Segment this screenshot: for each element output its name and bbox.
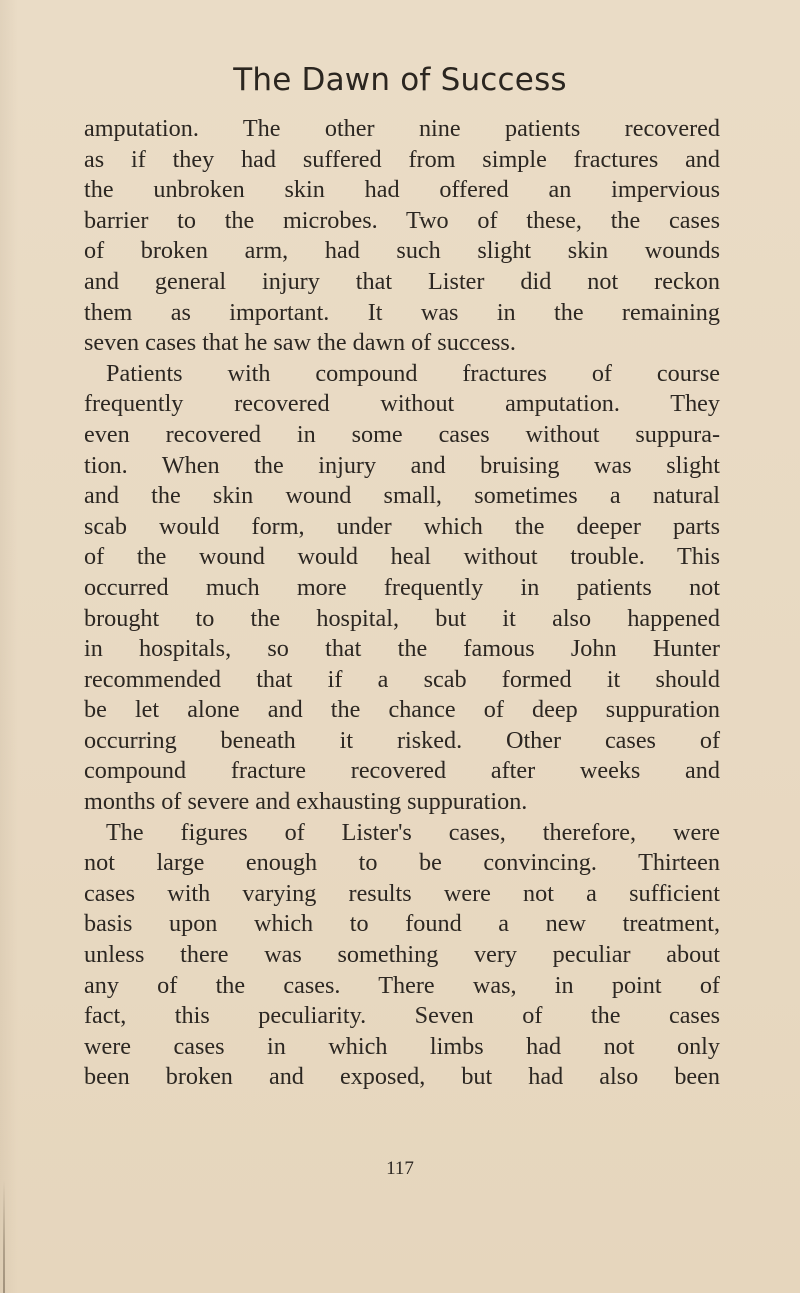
text-line: been broken and exposed, but had also been xyxy=(84,1063,720,1091)
text-line: months of severe and exhausting suppuration. xyxy=(84,788,528,816)
text-line: and the skin wound small, sometimes a natural xyxy=(84,482,720,510)
text-line: were cases in which limbs had not only xyxy=(84,1032,720,1060)
text-line: scab would form, under which the deeper parts xyxy=(84,512,720,540)
text-line: any of the cases. There was, in point of xyxy=(84,971,720,999)
text-line: frequently recovered without amputation. They xyxy=(84,390,720,418)
text-line: cases with varying results were not a sufficient xyxy=(84,879,720,907)
text-line: occurring beneath it risked. Other cases of xyxy=(84,726,720,754)
text-line: in hospitals, so that the famous John Hunter xyxy=(84,635,720,663)
text-line: as if they had suffered from simple fractures and xyxy=(84,145,720,173)
text-line: compound fracture recovered after weeks and xyxy=(84,757,720,785)
text-line: The figures of Lister's cases, therefore, were xyxy=(106,818,720,846)
text-line: even recovered in some cases without suppura- xyxy=(84,420,720,448)
text-line: be let alone and the chance of deep suppuration xyxy=(84,696,720,724)
text-line: occurred much more frequently in patients not xyxy=(84,573,720,601)
text-line: tion. When the injury and bruising was slight xyxy=(84,451,720,479)
text-line: basis upon which to found a new treatment, xyxy=(84,910,720,938)
text-line: seven cases that he saw the dawn of success. xyxy=(84,329,516,357)
text-line: of broken arm, had such slight skin wounds xyxy=(84,237,720,265)
text-line: them as important. It was in the remaining xyxy=(84,298,720,326)
text-line: amputation. The other nine patients recovered xyxy=(84,115,720,142)
text-line: of the wound would heal without trouble. This xyxy=(84,543,720,571)
text-line: recommended that if a scab formed it should xyxy=(84,665,720,693)
text-line: brought to the hospital, but it also happened xyxy=(84,604,720,632)
text-line: barrier to the microbes. Two of these, the cases xyxy=(84,206,720,234)
text-line: and general injury that Lister did not reckon xyxy=(84,267,720,295)
text-line: Patients with compound fractures of course xyxy=(106,359,720,387)
running-head: The Dawn of Success xyxy=(233,62,567,98)
page-edge-shadow xyxy=(3,1180,5,1293)
text-line: the unbroken skin had offered an impervious xyxy=(84,176,720,204)
body-text xyxy=(84,114,720,1093)
text-line: unless there was something very peculiar about xyxy=(84,941,720,969)
page-number: 117 xyxy=(386,1158,414,1179)
text-line: not large enough to be convincing. Thirteen xyxy=(84,849,720,877)
text-line: fact, this peculiarity. Seven of the cases xyxy=(84,1002,720,1030)
